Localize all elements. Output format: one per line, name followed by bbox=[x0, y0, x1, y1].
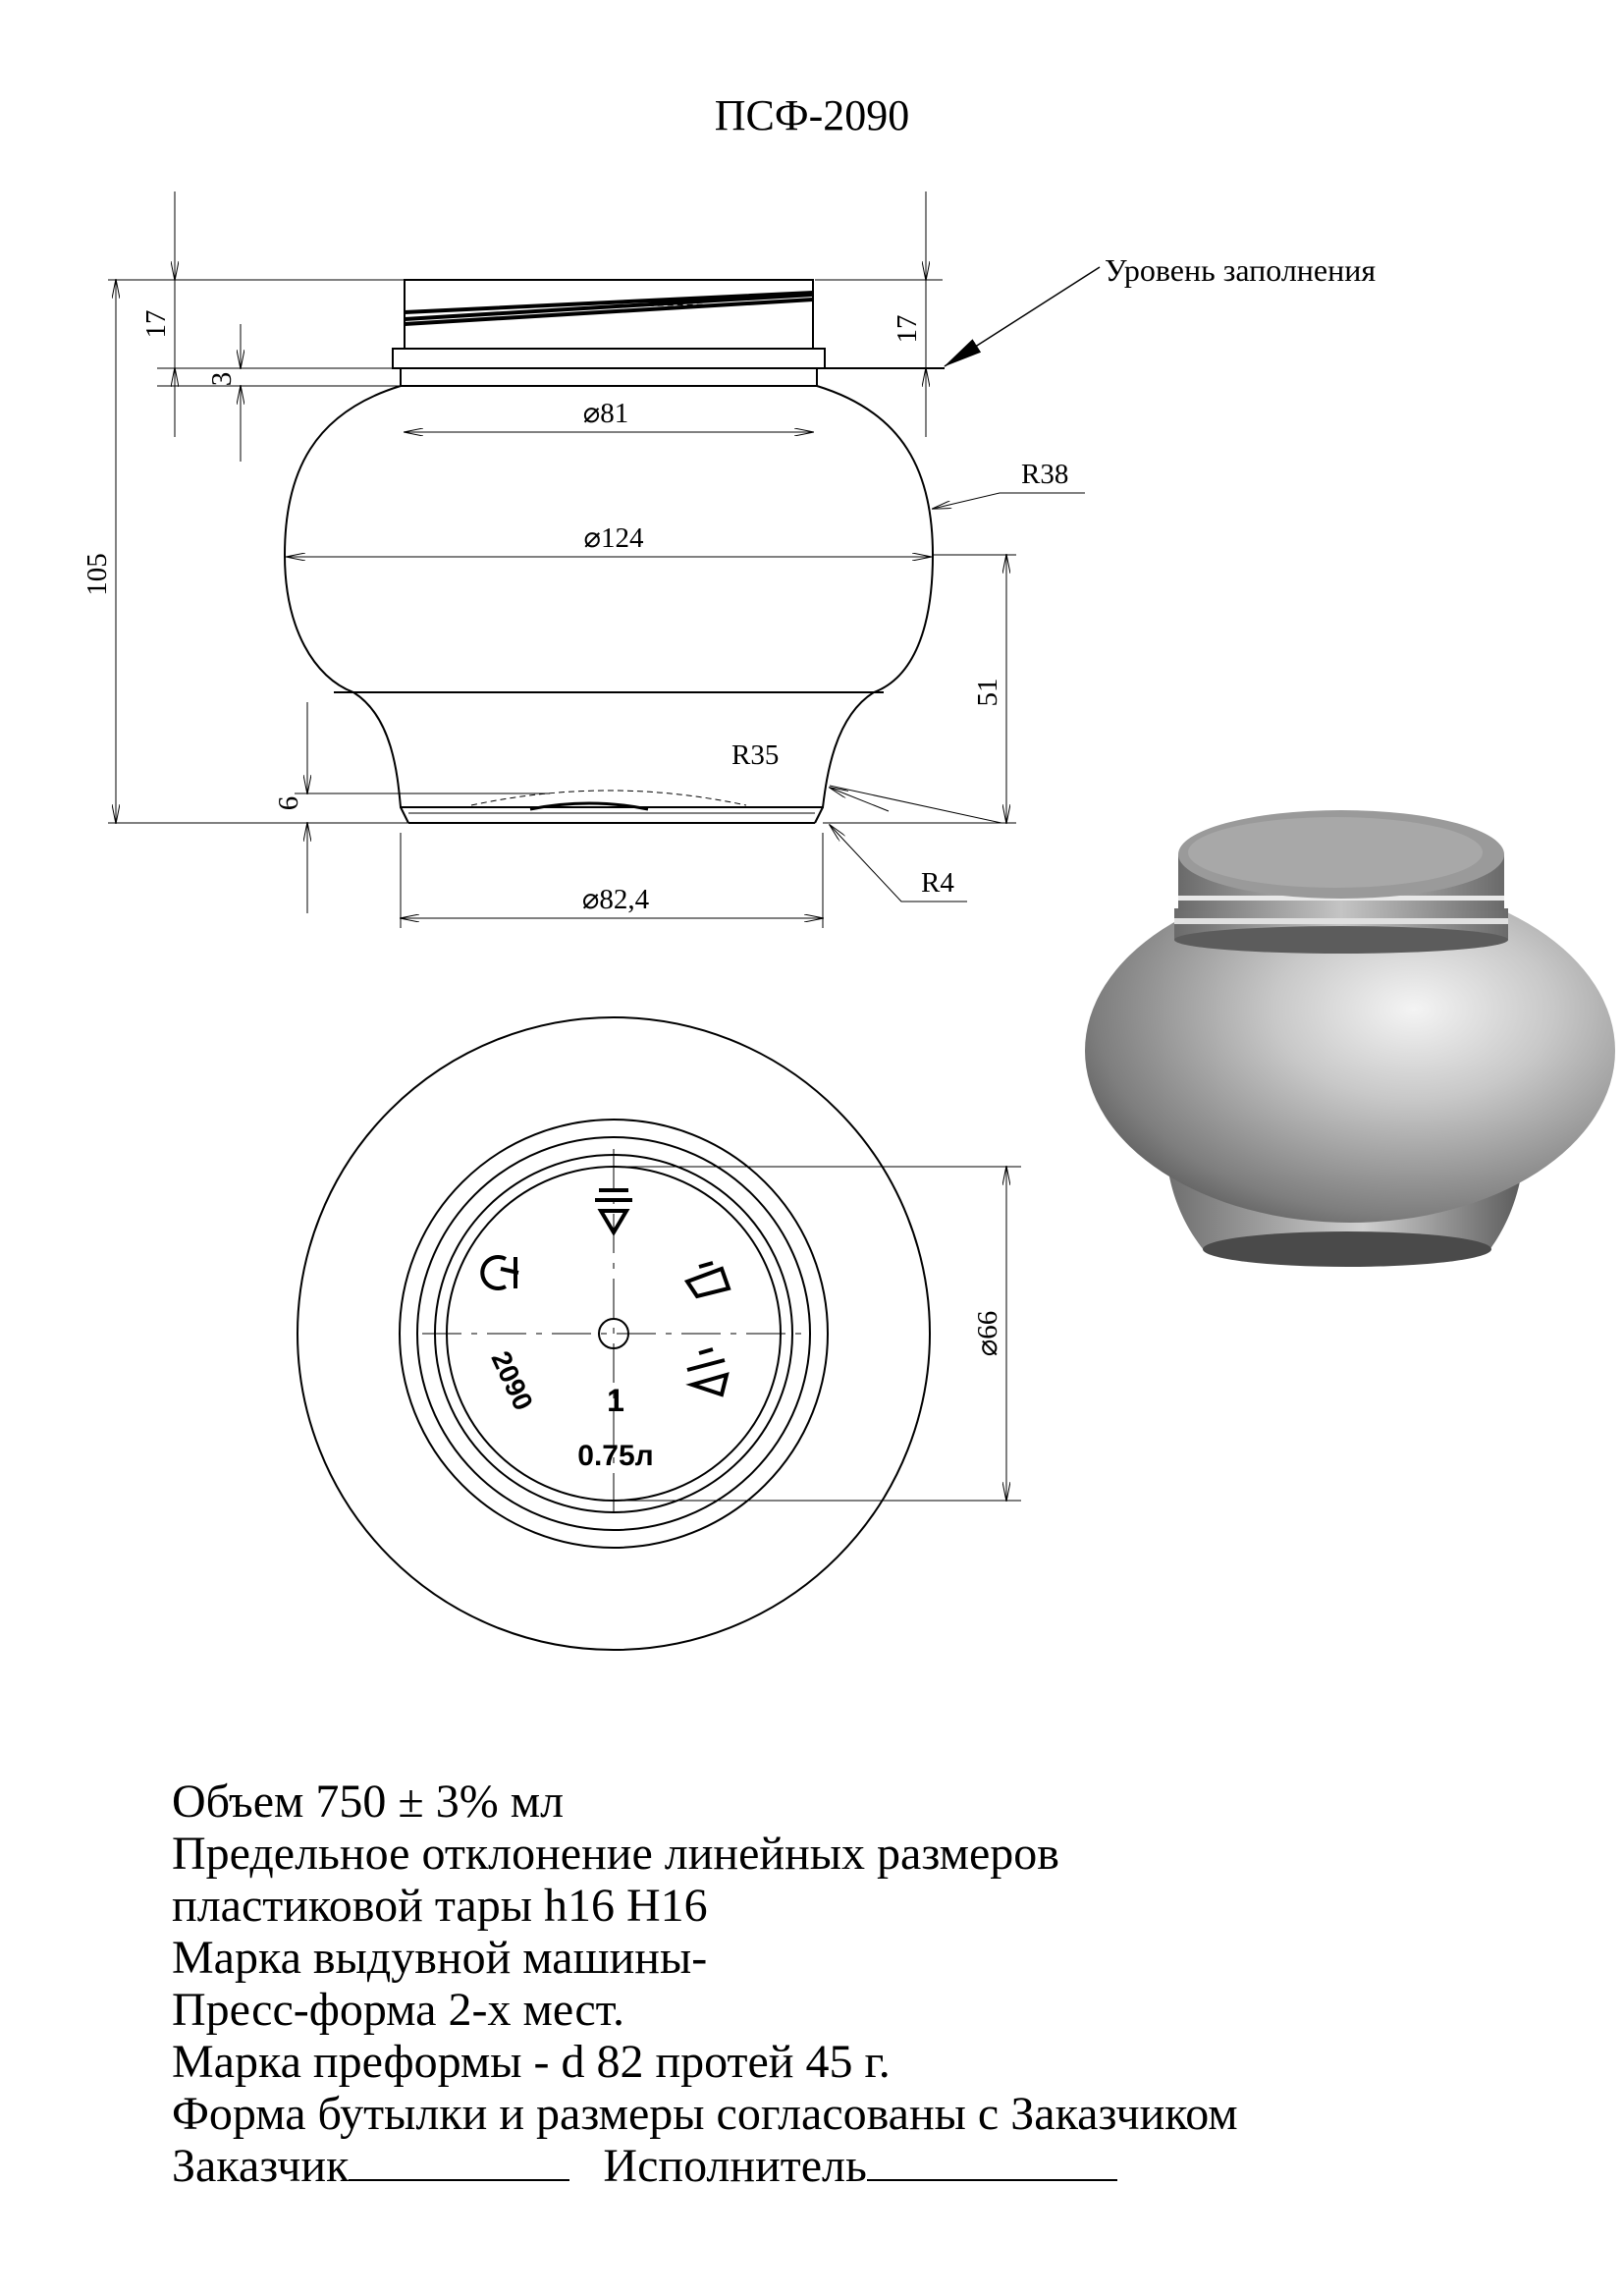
body-outline bbox=[285, 386, 933, 807]
neck-diameter-value: ⌀81 bbox=[582, 398, 629, 429]
base-cavity-number: 1 bbox=[607, 1383, 624, 1418]
base-volume-stamp: 0.75л bbox=[577, 1440, 654, 1472]
base-recess-value: 6 bbox=[273, 795, 304, 811]
lower-height-value: 51 bbox=[972, 678, 1003, 707]
thread-lines bbox=[405, 293, 813, 324]
customer-signature-line[interactable] bbox=[349, 2140, 569, 2181]
radius-shoulder-value: R38 bbox=[1021, 459, 1069, 490]
jar-3d-render bbox=[1085, 810, 1615, 1267]
spec-mold: Пресс-форма 2-х мест. bbox=[172, 1984, 625, 2036]
total-height-value: 105 bbox=[81, 553, 113, 596]
neck-ring-value: 3 bbox=[206, 371, 238, 387]
spec-machine: Марка выдувной машины- bbox=[172, 1932, 708, 1984]
ce-mark-icon bbox=[482, 1257, 518, 1288]
support-ring bbox=[393, 349, 825, 368]
base-diameter-value: ⌀82,4 bbox=[581, 884, 650, 915]
radius-waist-value: R35 bbox=[731, 739, 780, 771]
base-ring-diameter-value: ⌀66 bbox=[972, 1310, 1003, 1357]
fill-level-label: Уровень заполнения bbox=[1105, 252, 1377, 288]
spec-tolerance-line1: Предельное отклонение линейных размеров bbox=[172, 1828, 1059, 1880]
base-year-stamp: 2090 bbox=[485, 1346, 539, 1415]
radius-foot-value: R4 bbox=[921, 867, 954, 899]
bottom-view-dimensions bbox=[614, 1167, 1021, 1501]
contractor-label: Исполнитель bbox=[603, 2140, 867, 2192]
customer-label: Заказчик bbox=[172, 2140, 350, 2192]
spec-signatures bbox=[172, 2140, 1586, 2192]
bottom-view bbox=[298, 1017, 930, 1650]
drinking-glass-icon bbox=[687, 1263, 729, 1296]
spec-volume: Объем 750 ± 3% мл bbox=[172, 1776, 565, 1828]
specification-notes bbox=[172, 1776, 1586, 2192]
spec-preform: Марка преформы - d 82 протей 45 г. bbox=[172, 2036, 891, 2088]
body-diameter-value: ⌀124 bbox=[583, 522, 644, 554]
spec-tolerance-line2: пластиковой тары h16 H16 bbox=[172, 1880, 708, 1932]
spec-approval: Форма бутылки и размеры согласованы с Заказчиком bbox=[172, 2088, 1238, 2140]
contractor-signature-line[interactable] bbox=[867, 2140, 1117, 2181]
neck-height-right-value: 17 bbox=[892, 314, 923, 344]
neck-height-left-value: 17 bbox=[140, 309, 172, 339]
fork-glass-icon bbox=[687, 1349, 727, 1394]
drawing-title: ПСФ-2090 bbox=[714, 91, 910, 139]
